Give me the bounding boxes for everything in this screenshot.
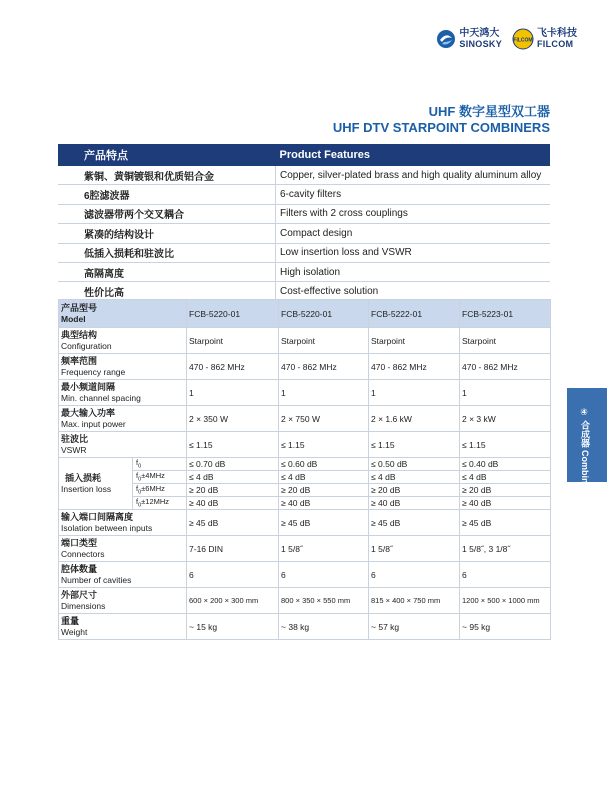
- spec-row-configuration: [59, 328, 551, 354]
- sub-label-f: f: [136, 458, 139, 468]
- spec-value: ≤ 4 dB: [369, 471, 460, 484]
- page-title-cn: UHF 数字星型双工器: [428, 104, 550, 119]
- spec-label-cn: 最大输入功率: [61, 407, 116, 418]
- spec-value: 6: [279, 562, 369, 588]
- sub-label-offset: ±4MHz: [141, 471, 165, 481]
- spec-row-cavities: [59, 562, 551, 588]
- spec-value: 800 × 350 × 550 mm: [279, 588, 369, 614]
- spec-label-en: Dimensions: [61, 600, 106, 611]
- spec-value: ≤ 4 dB: [460, 471, 551, 484]
- spec-value: ≤ 1.15: [460, 432, 551, 458]
- section-tab-label-en: Combiners: [580, 450, 590, 498]
- spec-value: 1 5/8˝, 3 1/8˝: [460, 536, 551, 562]
- spec-label-en: Frequency range: [61, 366, 126, 377]
- spec-label-cn: 频率范围: [61, 355, 98, 366]
- logo-area: [436, 28, 577, 50]
- spec-value: 1: [460, 380, 551, 406]
- sub-label-f: f: [136, 484, 139, 494]
- spec-label-cn: 腔体数量: [61, 563, 98, 574]
- feature-cn: 滤波器带两个交叉耦合: [58, 204, 276, 223]
- spec-value: ≤ 0.60 dB: [279, 458, 369, 471]
- filcom-logo: [512, 28, 577, 50]
- spec-label: [59, 614, 187, 640]
- spec-label: [59, 536, 187, 562]
- insertion-sub-label: [133, 471, 187, 484]
- feature-en: Cost-effective solution: [276, 282, 551, 301]
- spec-label: [59, 328, 187, 354]
- spec-label: [59, 406, 187, 432]
- sinosky-logo: [436, 29, 502, 49]
- spec-value: 470 - 862 MHz: [460, 354, 551, 380]
- spec-label-en: VSWR: [61, 444, 87, 455]
- spec-label-cn: 外部尺寸: [61, 589, 98, 600]
- features-table: [58, 144, 550, 302]
- spec-label-en: Isolation between inputs: [61, 522, 153, 533]
- feature-row: [58, 243, 550, 262]
- spec-value: ≥ 20 dB: [187, 484, 279, 497]
- feature-cn: 低插入损耗和驻波比: [58, 243, 276, 262]
- spec-value: 6: [369, 562, 460, 588]
- spec-value: Starpoint: [369, 328, 460, 354]
- filcom-name-en: FILCOM: [537, 39, 574, 49]
- spec-row-insertion: [59, 458, 551, 471]
- sinosky-name-cn: 中天鸿大: [459, 28, 500, 39]
- spec-value: 6: [460, 562, 551, 588]
- spec-value: ≥ 40 dB: [369, 497, 460, 510]
- insertion-sub-label: [133, 497, 187, 510]
- spec-label-en: Configuration: [61, 340, 112, 351]
- spec-value: 470 - 862 MHz: [369, 354, 460, 380]
- spec-row-vswr: [59, 432, 551, 458]
- spec-value: ≥ 20 dB: [460, 484, 551, 497]
- sub-label-f: f: [136, 471, 139, 481]
- section-tab-label: [579, 408, 592, 497]
- features-header-row: [58, 144, 550, 166]
- feature-cn: 6腔滤波器: [58, 185, 276, 204]
- spec-row-dimensions: [59, 588, 551, 614]
- insertion-sub-label: [133, 484, 187, 497]
- spec-label-cn: 典型结构: [61, 329, 98, 340]
- feature-cn: 高隔离度: [58, 262, 276, 281]
- feature-row: [58, 204, 550, 223]
- spec-value: Starpoint: [187, 328, 279, 354]
- spec-value: 2 × 350 W: [187, 406, 279, 432]
- spec-value: 1 5/8˝: [369, 536, 460, 562]
- feature-cn: 紧凑的结构设计: [58, 224, 276, 243]
- model-label-cn: 产品型号: [61, 302, 98, 313]
- spec-value: 470 - 862 MHz: [187, 354, 279, 380]
- feature-en: Filters with 2 cross couplings: [276, 204, 551, 223]
- spec-value: 1: [369, 380, 460, 406]
- spec-row-frequency: [59, 354, 551, 380]
- feature-en: 6-cavity filters: [276, 185, 551, 204]
- spec-row-weight: [59, 614, 551, 640]
- features-header-cn: 产品特点: [58, 144, 276, 166]
- spec-label-cn: 输入端口间隔离度: [61, 511, 134, 522]
- model-name: FCB-5220-01: [279, 300, 369, 328]
- spec-value: 600 × 200 × 300 mm: [187, 588, 279, 614]
- spec-label-en: Max. input power: [61, 418, 126, 429]
- spec-label: [59, 588, 187, 614]
- model-label: [59, 300, 187, 328]
- spec-value: ≥ 40 dB: [279, 497, 369, 510]
- sub-label-sub: 0: [138, 502, 142, 509]
- feature-en: Compact design: [276, 224, 551, 243]
- spec-label-en: Insertion loss: [61, 483, 112, 494]
- sub-label-sub: 0: [138, 489, 142, 496]
- spec-value: ≤ 1.15: [187, 432, 279, 458]
- spec-value: ≥ 45 dB: [460, 510, 551, 536]
- spec-value: ≥ 40 dB: [460, 497, 551, 510]
- spec-value: 1200 × 500 × 1000 mm: [460, 588, 551, 614]
- feature-row: [58, 224, 550, 243]
- spec-value: ~ 95 kg: [460, 614, 551, 640]
- spec-value: ≥ 20 dB: [279, 484, 369, 497]
- feature-row: [58, 262, 550, 281]
- spec-value: ≤ 1.15: [369, 432, 460, 458]
- features-header-en: Product Features: [276, 144, 551, 166]
- spec-value: 1: [279, 380, 369, 406]
- spec-label-cn: 端口类型: [61, 537, 98, 548]
- feature-cn: 紫铜、黄铜镀银和优质铝合金: [58, 166, 276, 185]
- feature-row: [58, 185, 550, 204]
- spec-row-insertion: [59, 497, 551, 510]
- spec-label: [59, 432, 187, 458]
- spec-value: 815 × 400 × 750 mm: [369, 588, 460, 614]
- spec-row-connectors: [59, 536, 551, 562]
- spec-value: ≥ 45 dB: [187, 510, 279, 536]
- spec-label-en: Number of cavities: [61, 574, 132, 585]
- spec-label-cn: 驻波比: [61, 433, 89, 444]
- spec-label: [59, 354, 187, 380]
- spec-label-cn: 最小频道间隔: [61, 381, 116, 392]
- feature-en: High isolation: [276, 262, 551, 281]
- filcom-badge-text: FILCOM: [513, 37, 533, 44]
- spec-label-cn: 插入损耗: [65, 472, 102, 483]
- sub-label-sub: 0: [138, 463, 142, 470]
- spec-label-en: Connectors: [61, 548, 105, 559]
- spec-row-insertion: [59, 471, 551, 484]
- section-tab-label-cn: ④ 合成器: [580, 408, 590, 448]
- model-name: FCB-5222-01: [369, 300, 460, 328]
- spec-value: 2 × 1.6 kW: [369, 406, 460, 432]
- spec-value: ≥ 20 dB: [369, 484, 460, 497]
- spec-value: ≥ 45 dB: [279, 510, 369, 536]
- model-label-en: Model: [61, 313, 86, 324]
- specs-table: [58, 299, 551, 640]
- spec-value: ≥ 45 dB: [369, 510, 460, 536]
- feature-en: Copper, silver-plated brass and high quality aluminum alloy: [276, 166, 551, 185]
- specs-header-row: [59, 300, 551, 328]
- spec-value: 1 5/8˝: [279, 536, 369, 562]
- spec-row-spacing: [59, 380, 551, 406]
- spec-label: [59, 458, 133, 510]
- spec-value: Starpoint: [460, 328, 551, 354]
- spec-value: Starpoint: [279, 328, 369, 354]
- spec-value: 2 × 3 kW: [460, 406, 551, 432]
- spec-label: [59, 510, 187, 536]
- filcom-name-cn: 飞卡科技: [537, 28, 577, 39]
- section-tab-combiners[interactable]: [567, 388, 607, 498]
- spec-value: ≤ 0.70 dB: [187, 458, 279, 471]
- spec-label-en: Weight: [61, 626, 88, 637]
- sub-label-offset: ±6MHz: [141, 484, 165, 494]
- page-title-en: UHF DTV STARPOINT COMBINERS: [332, 120, 550, 135]
- model-name: FCB-5223-01: [460, 300, 551, 328]
- spec-label: [59, 562, 187, 588]
- sinosky-swirl-icon: [436, 29, 456, 49]
- spec-value: 470 - 862 MHz: [279, 354, 369, 380]
- spec-value: 6: [187, 562, 279, 588]
- spec-value: ≤ 1.15: [279, 432, 369, 458]
- spec-row-power: [59, 406, 551, 432]
- sub-label-f: f: [136, 497, 139, 507]
- spec-row-isolation: [59, 510, 551, 536]
- spec-value: ≤ 0.50 dB: [369, 458, 460, 471]
- sinosky-name-en: SINOSKY: [459, 39, 502, 49]
- spec-value: ≤ 4 dB: [279, 471, 369, 484]
- spec-value: 7-16 DIN: [187, 536, 279, 562]
- filcom-badge-icon: [512, 28, 534, 50]
- spec-value: ≤ 0.40 dB: [460, 458, 551, 471]
- model-name: FCB-5220-01: [187, 300, 279, 328]
- spec-label-en: Min. channel spacing: [61, 392, 141, 403]
- spec-value: ~ 15 kg: [187, 614, 279, 640]
- spec-label: [59, 380, 187, 406]
- sub-label-sub: 0: [138, 476, 142, 483]
- feature-en: Low insertion loss and VSWR: [276, 243, 551, 262]
- spec-value: ~ 57 kg: [369, 614, 460, 640]
- spec-value: 1: [187, 380, 279, 406]
- spec-value: ~ 38 kg: [279, 614, 369, 640]
- sub-label-offset: ±12MHz: [141, 497, 170, 507]
- spec-row-insertion: [59, 484, 551, 497]
- insertion-sub-label: [133, 458, 187, 471]
- feature-row: [58, 166, 550, 185]
- feature-cn: 性价比高: [58, 282, 276, 301]
- spec-value: ≥ 40 dB: [187, 497, 279, 510]
- spec-value: ≤ 4 dB: [187, 471, 279, 484]
- spec-value: 2 × 750 W: [279, 406, 369, 432]
- spec-label-cn: 重量: [61, 615, 80, 626]
